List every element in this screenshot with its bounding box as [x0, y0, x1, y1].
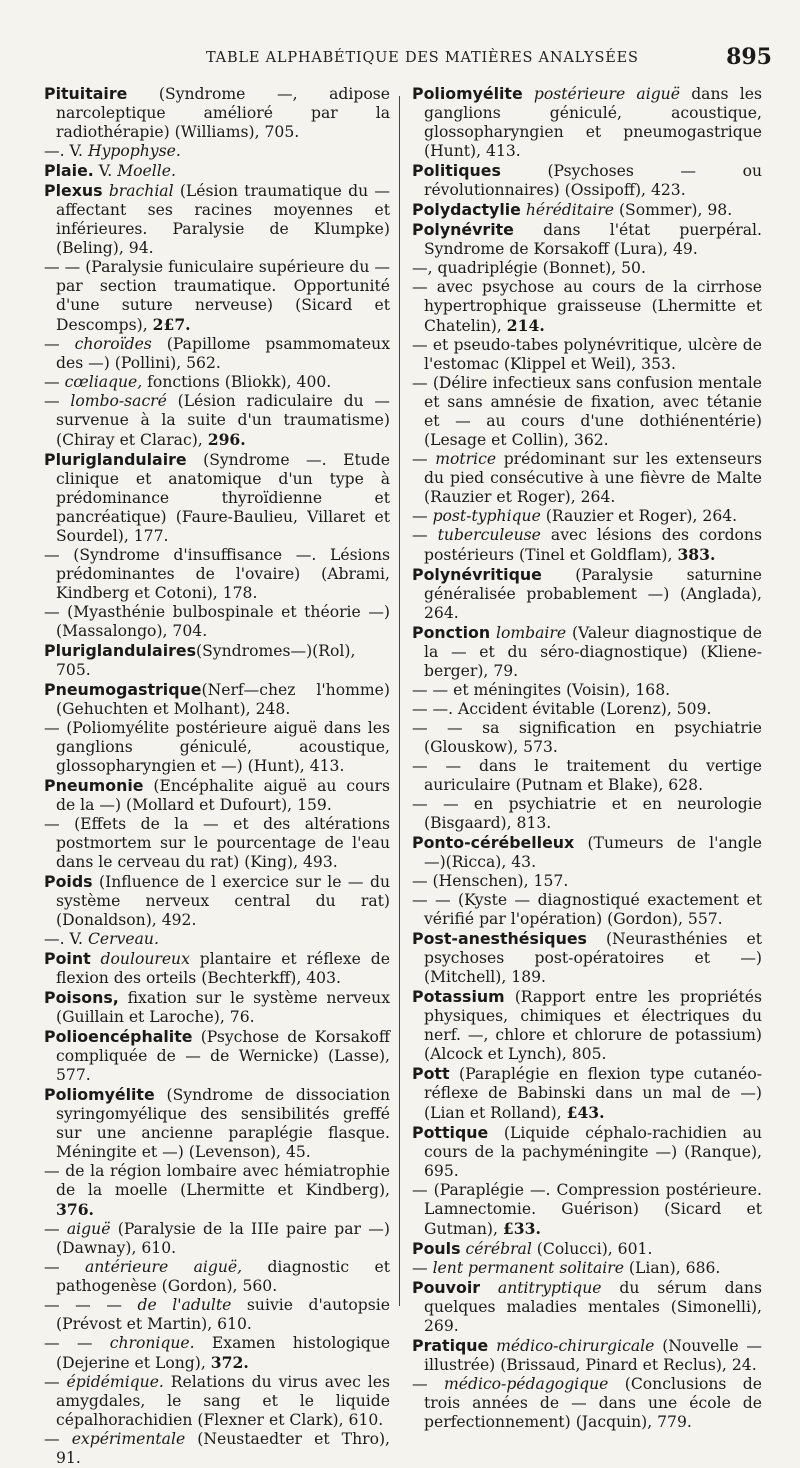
- entry-text: (Sommer), 98.: [614, 201, 733, 219]
- entry-keyword: Poliomyélite: [412, 84, 523, 103]
- entry-text: (Tumeurs de l'angle —)(Ricca), 43.: [424, 834, 762, 871]
- entry-text: — (Henschen), 157.: [412, 872, 569, 890]
- index-entry: [44, 815, 390, 872]
- entry-text: de l'adulte: [137, 1296, 232, 1314]
- entry-text: — (Syndrome d'insuffisance —. Lésions prédominantes de l'ovaire) (Abrami, Kindberg et Cotoni), 178.: [44, 546, 390, 602]
- index-entry: [44, 603, 390, 641]
- running-title: TABLE ALPHABÉTIQUE DES MATIÈRES ANALYSÉES: [206, 50, 639, 66]
- entry-text: —: [44, 1258, 85, 1276]
- entry-text: (Valeur diagnostique de la — et du séro-diagnostique) (Klieneberger), 79.: [424, 624, 762, 680]
- entry-text: (Lian), 686.: [623, 1259, 721, 1277]
- entry-text: —, quadriplégie (Bonnet), 50.: [412, 259, 646, 277]
- page-header: [0, 44, 800, 80]
- entry-text: —. V.: [44, 142, 88, 160]
- index-entry: [44, 546, 390, 603]
- entry-text: £43.: [566, 1103, 605, 1122]
- index-entry: [44, 1334, 390, 1373]
- entry-keyword: Poisons,: [44, 988, 119, 1007]
- entry-text: lombaire: [495, 624, 567, 642]
- entry-text: 296.: [207, 430, 246, 449]
- index-entry: [412, 374, 762, 450]
- entry-keyword: Pluriglandulaires: [44, 641, 197, 660]
- entry-text: 376.: [56, 1200, 94, 1219]
- entry-text: —: [412, 526, 438, 544]
- entry-text: —: [412, 1375, 444, 1393]
- index-entry: [44, 258, 390, 335]
- entry-text: dans les ganglions géniculé, acoustique, glossopharyngien et pneumogastrique (Hunt), 413.: [424, 85, 762, 160]
- index-entry: [412, 220, 762, 259]
- entry-text: (Lésion radiculaire du — survenue à la suite d'un traumatisme) (Chiray et Clarac),: [56, 392, 390, 449]
- index-entry: [412, 1239, 762, 1259]
- entry-text: —: [44, 335, 75, 353]
- index-entry: [412, 336, 762, 374]
- entry-text: brachial: [108, 182, 174, 200]
- index-entry: [412, 623, 762, 681]
- entry-text: — —. Accident évitable (Lorenz), 509.: [412, 700, 712, 718]
- entry-text: —: [44, 1220, 67, 1238]
- index-entry: [44, 988, 390, 1027]
- entry-text: tuberculeuse: [437, 526, 541, 544]
- entry-text: post-typhique: [432, 507, 541, 525]
- entry-text: Cerveau.: [87, 930, 159, 948]
- entry-text: (Lésion traumatique du — affectant ses racines moyennes et inférieures. Paralysie de Klumpke) (Beling), 94.: [56, 182, 390, 257]
- entry-text: (Neustaedter et Thro), 91.: [56, 1430, 390, 1467]
- entry-text: — —: [44, 1334, 110, 1352]
- entry-text: [480, 1279, 498, 1297]
- index-entry: [44, 641, 390, 680]
- entry-text: cérébral: [465, 1240, 532, 1258]
- index-entry: [412, 278, 762, 336]
- entry-text: médico-chirurgicale: [496, 1337, 655, 1355]
- entry-text: (Neurasthénies et psychoses post-opératoires et —) (Mitchell), 189.: [424, 930, 762, 986]
- entry-keyword: Potassium: [412, 987, 505, 1006]
- entry-text: (Rauzier et Roger), 264.: [540, 507, 738, 525]
- entry-keyword: Pratique: [412, 1336, 489, 1355]
- index-entry: [44, 161, 390, 181]
- entry-text: cœliaque,: [64, 373, 143, 391]
- entry-text: (Colucci), 601.: [531, 1240, 653, 1258]
- entry-text: —. V.: [44, 930, 88, 948]
- entry-text: chronique.: [109, 1334, 195, 1352]
- index-entry: [44, 392, 390, 450]
- entry-text: antitryptique: [497, 1279, 602, 1297]
- index-entry: [412, 872, 762, 891]
- entry-text: (Nouvelle — illustrée) (Brissaud, Pinard et Reclus), 24.: [424, 1337, 762, 1374]
- entry-text: (Papillome psammomateux des —) (Pollini), 562.: [56, 335, 390, 372]
- entry-text: — — dans le traitement du vertige auriculaire (Putnam et Blake), 628.: [412, 757, 762, 794]
- page-number: 895: [726, 44, 772, 70]
- entry-text: —: [44, 392, 71, 410]
- entry-keyword: Plaie.: [44, 161, 94, 180]
- entry-text: (Liquide céphalo-rachidien au cours de la pachyméningite —) (Ranque), 695.: [424, 1124, 762, 1180]
- index-entry: [412, 1123, 762, 1181]
- index-entry: [44, 680, 390, 719]
- index-entry: [412, 565, 762, 623]
- entry-keyword: Pluriglandulaire: [44, 450, 187, 469]
- entry-text: — avec psychose au cours de la cirrhose hypertrophique graisseuse (Lhermitte et Chatelin),: [412, 278, 762, 335]
- entry-text: — — et méningites (Voisin), 168.: [412, 681, 671, 699]
- entry-text: (Psychose de Korsakoff compliquée de — de Wernicke) (Lasse), 577.: [56, 1028, 390, 1084]
- entry-text: médico-pédagogique: [443, 1375, 609, 1393]
- entry-text: fonctions (Bliokk), 400.: [142, 373, 332, 391]
- index-entry: [412, 1064, 762, 1123]
- index-entry: [412, 1375, 762, 1432]
- left-column: [44, 84, 390, 1468]
- entry-keyword: Point: [44, 949, 91, 968]
- entry-text: —: [412, 1259, 433, 1277]
- index-entry: [44, 84, 390, 142]
- index-entry: [412, 891, 762, 929]
- entry-text: expérimentale: [71, 1430, 186, 1448]
- index-entry: [412, 200, 762, 220]
- index-entry: [412, 450, 762, 507]
- index-entry: [412, 1181, 762, 1239]
- entry-text: Examen histologique (Dejerine et Long),: [56, 1334, 390, 1372]
- entry-text: (Syndromes—)(Rol), 705.: [56, 642, 356, 679]
- entry-text: —: [44, 1430, 72, 1448]
- entry-text: douloureux: [100, 950, 190, 968]
- entry-text: 2£7.: [152, 315, 191, 334]
- index-entry: [44, 1373, 390, 1430]
- entry-keyword: Polioencéphalite: [44, 1027, 193, 1046]
- entry-text: (Psychoses — ou révolutionnaires) (Ossipoff), 423.: [424, 162, 762, 199]
- entry-keyword: Pottique: [412, 1123, 489, 1142]
- entry-text: — et pseudo-tabes polynévritique, ulcère de l'estomac (Klippel et Weil), 353.: [412, 336, 762, 373]
- entry-text: (Paraplégie en flexion type cutanéo-réflexe de Babinski dans un mal de —) (Lian et Rolland),: [424, 1065, 762, 1122]
- index-entry: [44, 949, 390, 988]
- entry-text: lombo-sacré: [70, 392, 167, 410]
- entry-text: (Syndrome —, adipose narcoleptique amélioré par la radiothérapie) (Williams), 705.: [56, 85, 390, 141]
- entry-text: —: [44, 1373, 67, 1391]
- entry-text: fixation sur le système nerveux (Guillain et Laroche), 76.: [56, 989, 390, 1026]
- index-entry: [44, 1027, 390, 1085]
- index-entry: [44, 142, 390, 161]
- entry-keyword: Polydactylie: [412, 200, 521, 219]
- entry-text: épidémique.: [66, 1373, 164, 1391]
- index-entry: [44, 181, 390, 258]
- entry-text: Moelle.: [117, 162, 176, 180]
- entry-text: V.: [93, 162, 118, 180]
- index-entry: [44, 1220, 390, 1258]
- entry-keyword: Politiques: [412, 161, 501, 180]
- index-entry: [412, 719, 762, 757]
- entry-keyword: Polynévritique: [412, 565, 542, 584]
- entry-text: dans l'état puerpéral. Syndrome de Korsakoff (Lura), 49.: [424, 221, 762, 258]
- entry-text: héréditaire: [525, 201, 615, 219]
- entry-text: antérieure aiguë,: [84, 1258, 243, 1276]
- entry-text: — — sa signification en psychiatrie (Glouskow), 573.: [412, 719, 762, 756]
- entry-keyword: Poids: [44, 872, 93, 891]
- entry-keyword: Pneumonie: [44, 776, 144, 795]
- entry-text: diagnostic et pathogenèse (Gordon), 560.: [56, 1258, 390, 1295]
- index-entry: [44, 1430, 390, 1468]
- index-entry: [44, 1085, 390, 1162]
- entry-keyword: Pouvoir: [412, 1278, 481, 1297]
- entry-text: — (Effets de la — et des altérations postmortem sur le pourcentage de l'eau dans le cerveau du rat) (King), 493.: [44, 815, 390, 871]
- entry-text: £33.: [502, 1219, 541, 1238]
- index-entry: [412, 757, 762, 795]
- index-entry: [412, 1259, 762, 1278]
- entry-keyword: Polynévrite: [412, 220, 514, 239]
- entry-text: (Syndrome de dissociation syringomyélique des sensibilités greffé sur une ancienne paraplégie flasque. Méningite et —) (Levenson), 45.: [56, 1086, 390, 1161]
- entry-text: (Conclusions de trois années de — dans une école de perfectionnement) (Jacquin), 779.: [424, 1375, 762, 1431]
- entry-keyword: Pneumogastrique: [44, 680, 202, 699]
- entry-text: — — en psychiatrie et en neurologie (Bisgaard), 813.: [412, 795, 762, 832]
- entry-text: — — (Kyste — diagnostiqué exactement et vérifié par l'opération) (Gordon), 557.: [412, 891, 762, 928]
- entry-text: (Paralysie de la IIIe paire par —) (Dawnay), 610.: [56, 1220, 390, 1257]
- index-entry: [412, 833, 762, 872]
- entry-text: plantaire et réflexe de flexion des orteils (Bechterkff), 403.: [56, 950, 390, 987]
- entry-text: choroïdes: [74, 335, 152, 353]
- entry-text: —: [412, 450, 436, 468]
- entry-keyword: Plexus: [44, 181, 103, 200]
- entry-text: — (Poliomyélite postérieure aiguë dans les ganglions géniculé, acoustique, glossopharyngien et —) (Hunt), 413.: [44, 719, 390, 775]
- index-entry: [412, 700, 762, 719]
- entry-text: avec lésions des cordons postérieurs (Tinel et Goldflam),: [424, 526, 762, 564]
- entry-text: — — —: [44, 1296, 138, 1314]
- entry-text: lent permanent solitaire: [432, 1259, 624, 1277]
- index-entry: [412, 1278, 762, 1336]
- index-entry: [412, 1336, 762, 1375]
- entry-text: [488, 1337, 496, 1355]
- entry-text: —: [44, 373, 65, 391]
- entry-text: (Paralysie saturnine généralisée probablement —) (Anglada), 264.: [424, 566, 762, 622]
- entry-keyword: Pott: [412, 1064, 450, 1083]
- index-entry: [412, 795, 762, 833]
- index-entry: [44, 373, 390, 392]
- entry-text: [91, 950, 101, 968]
- entry-text: suivie d'autopsie (Prévost et Martin), 610.: [56, 1296, 390, 1333]
- index-entry: [44, 1296, 390, 1334]
- entry-keyword: Poliomyélite: [44, 1085, 155, 1104]
- index-entry: [412, 681, 762, 700]
- entry-text: (Nerf—chez l'homme) (Gehuchten et Molhant), 248.: [56, 681, 390, 718]
- entry-text: postérieure aiguë: [533, 85, 680, 103]
- entry-text: (Syndrome —. Etude clinique et anatomique d'un type à prédominance thyroïdienne et pancréatique) (Faure-Baulieu, Villaret et Sourdel), 177.: [56, 451, 390, 545]
- index-entry: [44, 450, 390, 546]
- index-entry: [44, 335, 390, 373]
- entry-keyword: Pituitaire: [44, 84, 128, 103]
- entry-text: du sérum dans quelques maladies mentales (Simonelli), 269.: [424, 1279, 762, 1335]
- index-entry: [412, 161, 762, 200]
- index-entry: [44, 872, 390, 930]
- entry-text: (Influence de l exercice sur le — du système nerveux central du rat) (Donaldson), 492.: [56, 873, 390, 929]
- entry-text: — (Myasthénie bulbospinale et théorie —) (Massalongo), 704.: [44, 603, 390, 640]
- index-entry: [412, 84, 762, 161]
- index-entry: [412, 259, 762, 278]
- entry-keyword: Ponto-cérébelleux: [412, 833, 575, 852]
- entry-text: —: [412, 507, 433, 525]
- entry-text: prédominant sur les extenseurs du pied consécutive à une fièvre de Malte (Rauzier et Roger), 264.: [424, 450, 762, 506]
- entry-text: [523, 85, 534, 103]
- index-entry: [44, 1258, 390, 1296]
- entry-text: — — (Paralysie funiculaire supérieure du — par section traumatique. Opportunité d'une suture nerveuse) (Sicard et Descomps),: [44, 258, 390, 334]
- entry-text: aiguë: [66, 1220, 111, 1238]
- index-entry: [412, 987, 762, 1064]
- entry-text: — (Paraplégie —. Compression postérieure. Lamnectomie. Guérison) (Sicard et Gutman),: [412, 1181, 762, 1238]
- entry-text: — (Délire infectieux sans confusion mentale et sans amnésie de fixation, avec tétanie et — au cours d'une dothiénentérie) (Lesage et Collin), 362.: [412, 374, 762, 449]
- entry-keyword: Ponction: [412, 623, 491, 642]
- index-entry: [44, 719, 390, 776]
- entry-text: 372.: [210, 1353, 249, 1372]
- entry-text: motrice: [435, 450, 497, 468]
- entry-text: 214.: [506, 316, 545, 335]
- index-entry: [44, 930, 390, 949]
- column-divider: [399, 96, 400, 1306]
- right-column: [412, 84, 762, 1432]
- entry-text: Relations du virus avec les amygdales, le sang et le liquide cépalhorachidien (Flexner et Clark), 610.: [56, 1373, 390, 1429]
- entry-keyword: Post-anesthésiques: [412, 929, 587, 948]
- index-entry: [412, 526, 762, 565]
- entry-keyword: Pouls: [412, 1239, 461, 1258]
- index-entry: [44, 1162, 390, 1220]
- entry-text: (Encéphalite aiguë au cours de la —) (Mollard et Dufourt), 159.: [56, 777, 390, 814]
- entry-text: — de la région lombaire avec hémiatrophie de la moelle (Lhermitte et Kindberg),: [44, 1162, 390, 1199]
- index-entry: [44, 776, 390, 815]
- entry-text: 383.: [677, 545, 716, 564]
- index-entry: [412, 507, 762, 526]
- index-entry: [412, 929, 762, 987]
- entry-text: Hypophyse.: [87, 142, 181, 160]
- entry-text: (Rapport entre les propriétés physiques, chimiques et électriques du nerf. —, chlore et chlorure de potassium) (Alcock et Lynch), 805.: [424, 988, 762, 1063]
